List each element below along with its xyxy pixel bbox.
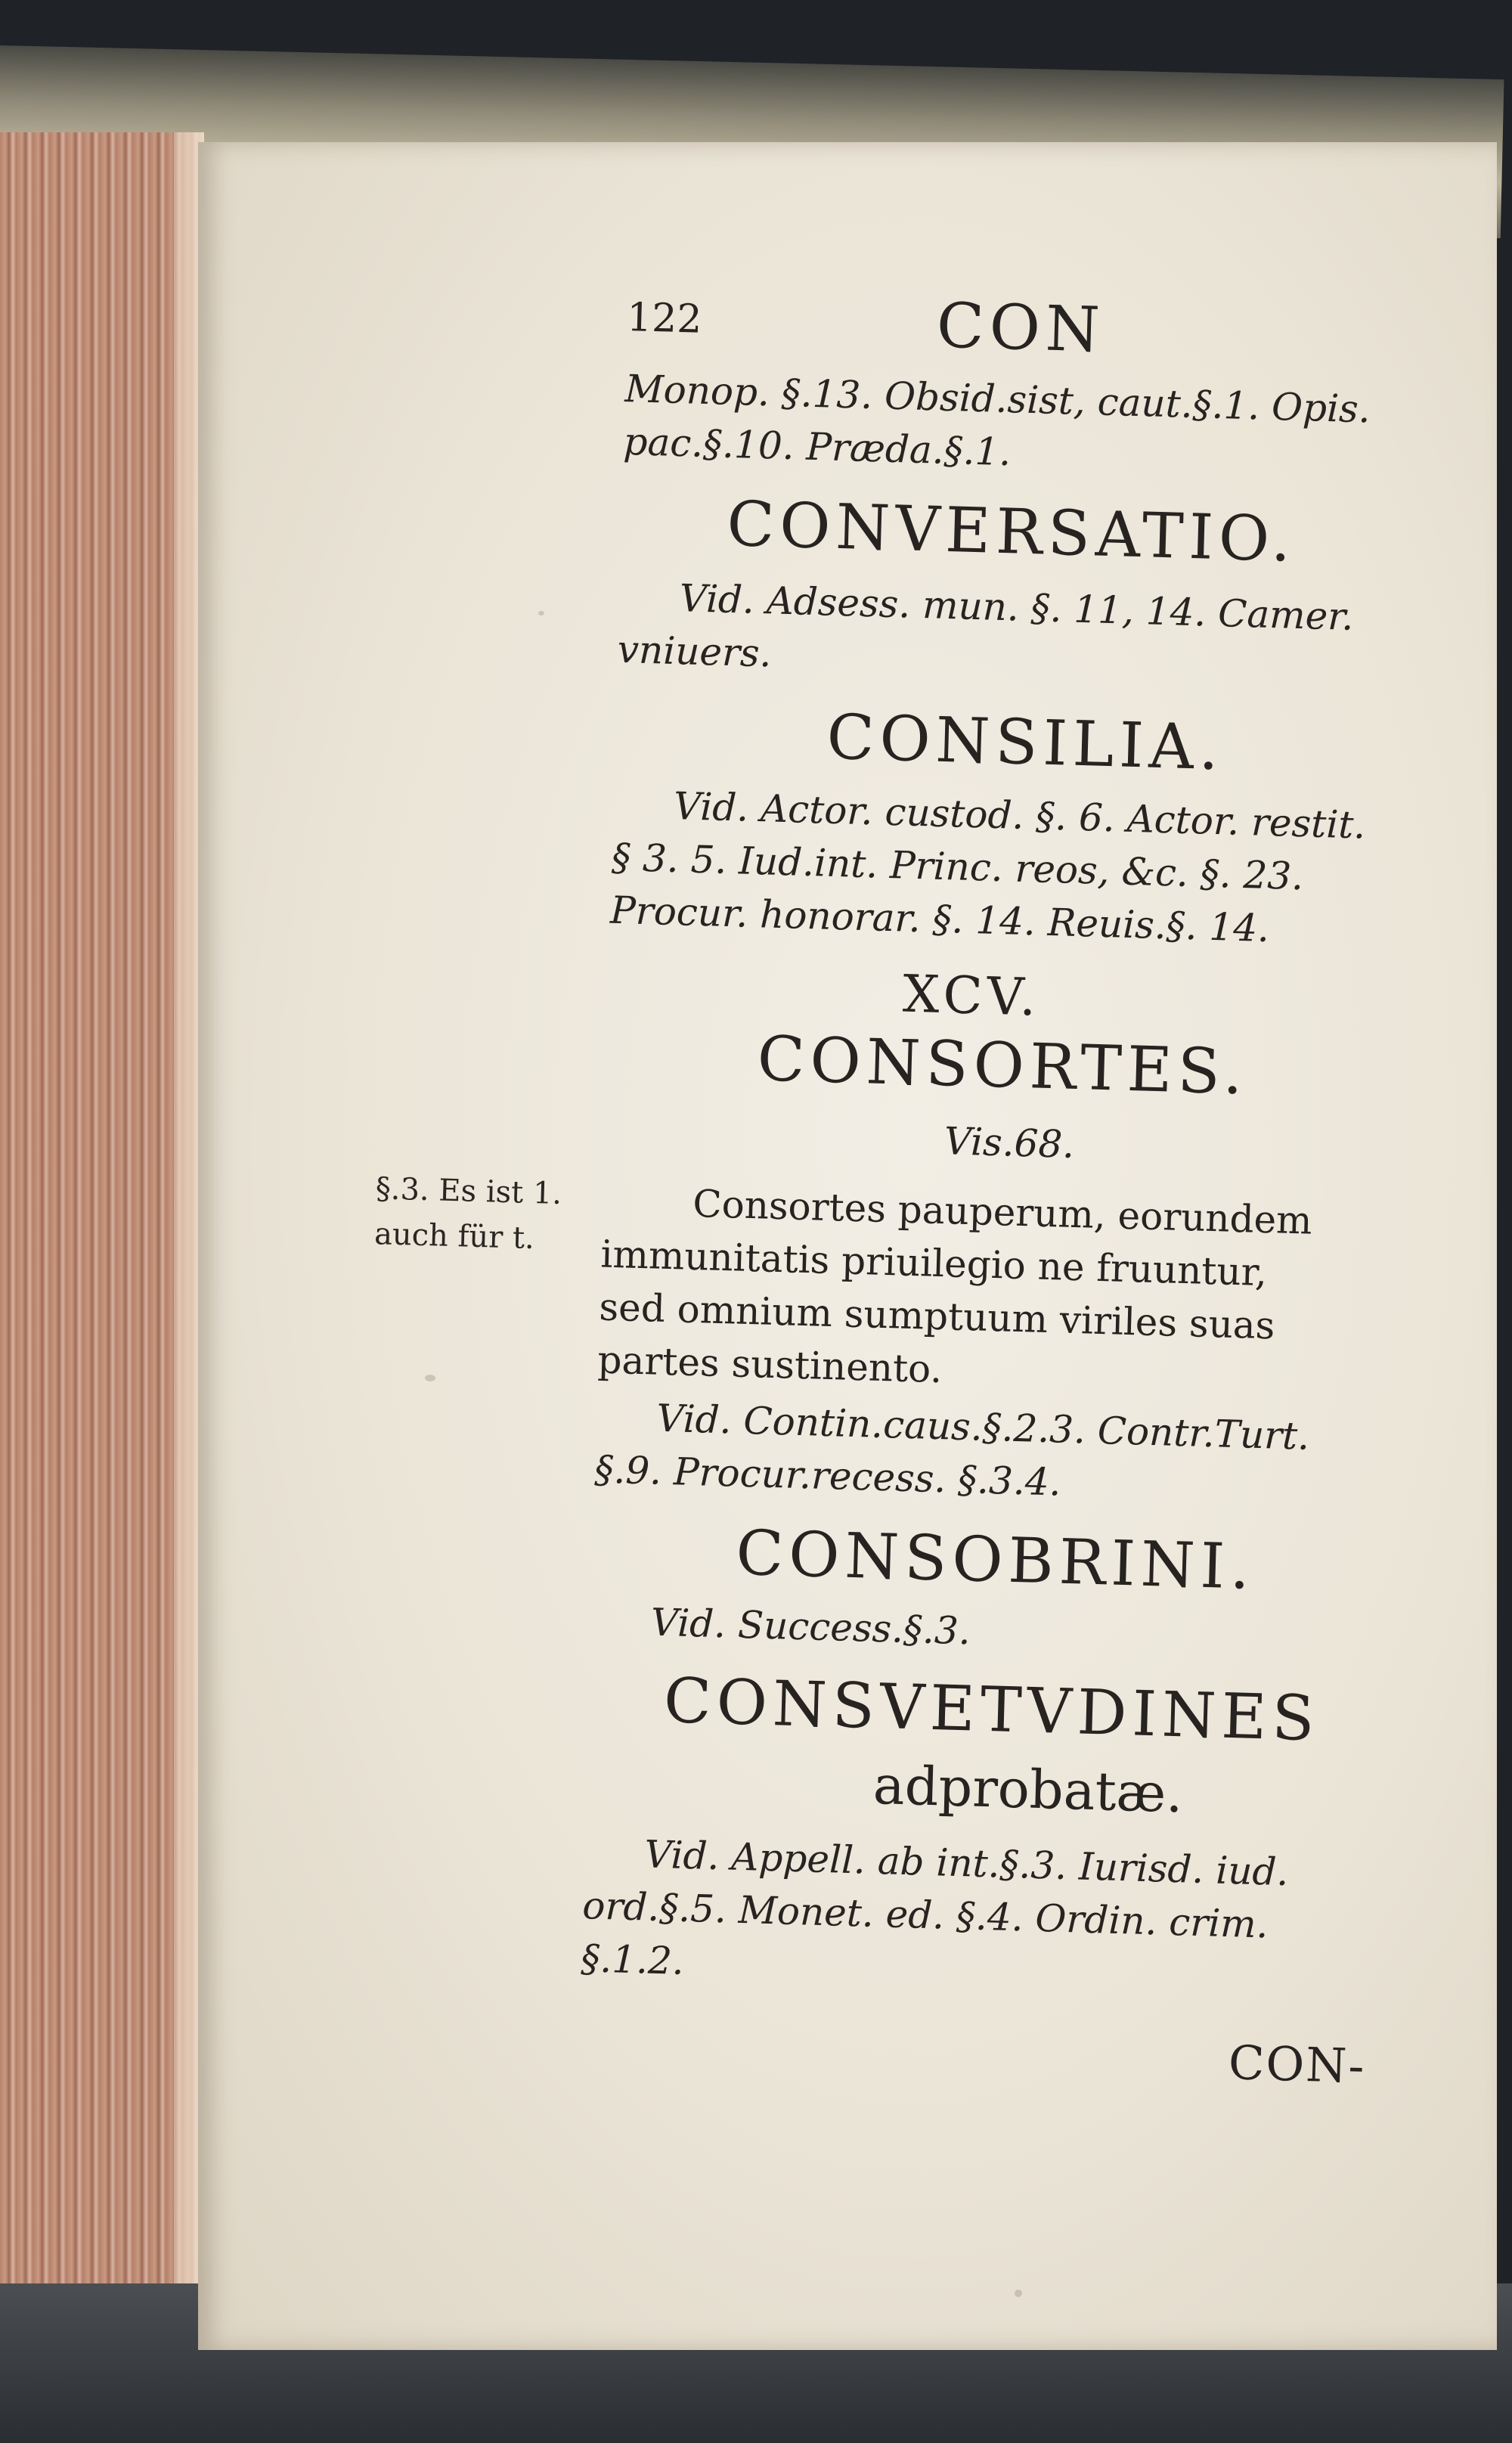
text-line: sed omnium sumptuum viriles suas	[598, 1285, 1276, 1348]
entry-heading: CONSOBRINI.	[735, 1517, 1256, 1604]
entry-heading: CONSORTES.	[756, 1023, 1250, 1109]
catchword: CON-	[1228, 2035, 1367, 2094]
entry-heading: CONSVETVDINES	[662, 1665, 1321, 1756]
text-line: Monop. §.13. Obsid.sist, caut.§.1. Opis.	[624, 366, 1371, 432]
text-line: immunitatis priuilegio ne fruuntur,	[600, 1232, 1268, 1295]
visitation-reference: Vis.68.	[943, 1119, 1075, 1167]
paper-fleck	[538, 611, 544, 615]
page-edges	[0, 132, 204, 2302]
text-line: partes sustinento.	[596, 1338, 943, 1392]
text-line: ord.§.5. Monet. ed. §.4. Ordin. crim.	[581, 1883, 1269, 1947]
entry-heading: CONSILIA.	[826, 701, 1225, 785]
entry-heading: CONVERSATIO.	[726, 488, 1297, 576]
text-line: Vid. Actor. custod. §. 6. Actor. restit.	[673, 783, 1367, 848]
page-text	[373, 290, 1482, 2224]
page-number: 122	[626, 295, 703, 343]
text-line: Vid. Contin.caus.§.2.3. Contr.Turt.	[655, 1396, 1310, 1459]
running-head: CON	[935, 290, 1106, 367]
text-line: Consortes pauperum, eorundem	[692, 1181, 1313, 1243]
text-line: Vid. Success.§.3.	[650, 1600, 971, 1654]
text-line: §.9. Procur.recess. §.3.4.	[593, 1447, 1062, 1505]
margin-note: auch für t.	[373, 1217, 535, 1257]
paper-fleck	[1015, 2290, 1022, 2297]
section-number: XCV.	[902, 964, 1042, 1028]
text-line: §.1.2.	[580, 1936, 685, 1983]
text-line: Procur. honorar. §. 14. Reuis.§. 14.	[609, 888, 1270, 951]
text-line: § 3. 5. Iud.int. Princ. reos, &c. §. 23.	[611, 835, 1304, 899]
text-line: pac.§.10. Præda.§.1.	[622, 419, 1012, 475]
margin-note: §.3. Es ist 1.	[375, 1171, 562, 1212]
text-line: Vid. Appell. ab int.§.3. Iurisd. iud.	[643, 1832, 1290, 1895]
text-line: Vid. Adsess. mun. §. 11, 14. Camer.	[679, 576, 1355, 639]
text-line: vniuers.	[617, 627, 773, 676]
entry-subheading: adprobatæ.	[872, 1753, 1184, 1825]
paper-fleck	[425, 1375, 435, 1381]
